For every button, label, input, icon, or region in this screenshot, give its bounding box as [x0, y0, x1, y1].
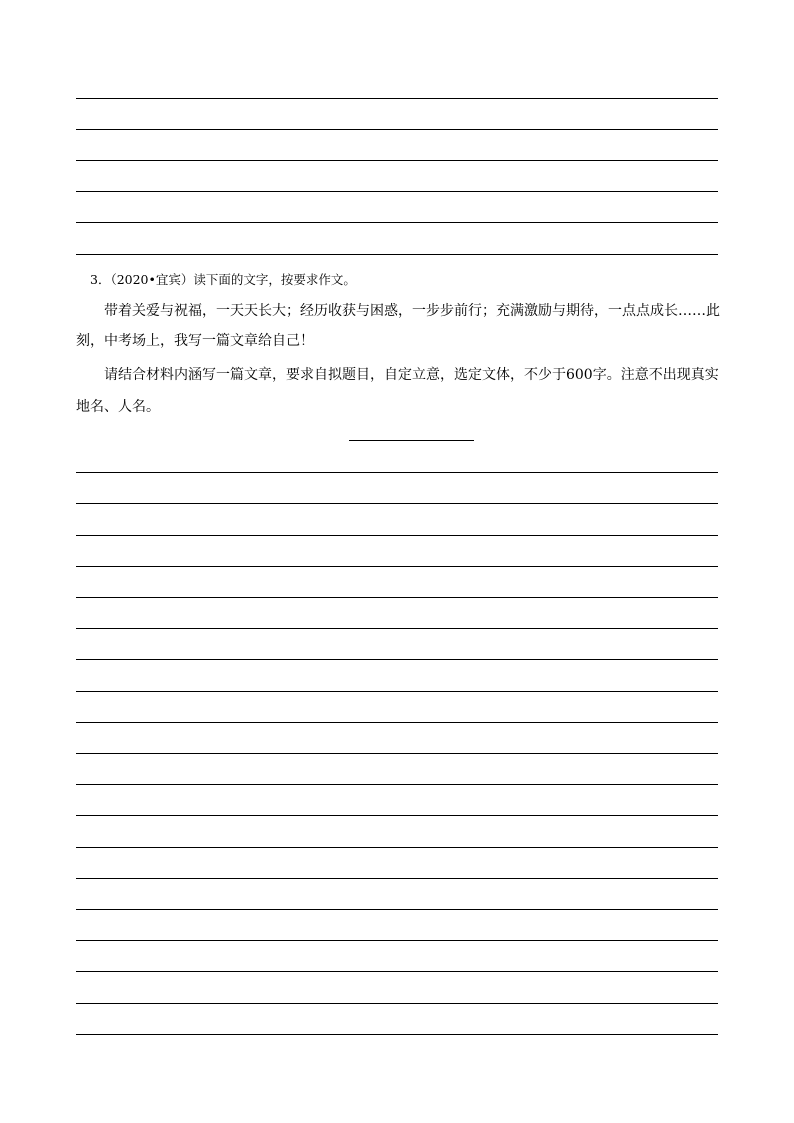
answer-line	[76, 98, 718, 99]
writing-line[interactable]	[76, 878, 718, 879]
writing-line[interactable]	[76, 847, 718, 848]
writing-line[interactable]	[76, 971, 718, 972]
writing-line[interactable]	[76, 940, 718, 941]
writing-line[interactable]	[76, 1003, 718, 1004]
requirement-line: 地名、人名。	[76, 399, 160, 415]
answer-line	[76, 222, 718, 223]
writing-line[interactable]	[76, 1034, 718, 1035]
writing-line[interactable]	[76, 597, 718, 598]
writing-line[interactable]	[76, 753, 718, 754]
writing-line[interactable]	[76, 815, 718, 816]
writing-line[interactable]	[76, 535, 718, 536]
writing-line[interactable]	[76, 691, 718, 692]
answer-line	[76, 191, 718, 192]
answer-line	[76, 254, 718, 255]
writing-line[interactable]	[76, 784, 718, 785]
requirement-line: 请结合材料内涵写一篇文章，要求自拟题目，自定立意，选定文体，不少于600字。注意不出现真实	[104, 367, 719, 383]
answer-line	[76, 160, 718, 161]
writing-line[interactable]	[76, 503, 718, 504]
writing-line[interactable]	[76, 566, 718, 567]
writing-line[interactable]	[76, 659, 718, 660]
writing-line[interactable]	[76, 722, 718, 723]
material-line: 刻，中考场上，我写一篇文章给自己！	[76, 333, 314, 349]
writing-line[interactable]	[76, 628, 718, 629]
writing-line[interactable]	[76, 909, 718, 910]
question-heading: 3．（2020•宜宾）读下面的文字，按要求作文。	[90, 272, 356, 287]
answer-line	[76, 129, 718, 130]
material-line: 带着关爱与祝福，一天天长大；经历收获与困惑，一步步前行；充满激励与期待，一点点成长……此	[104, 303, 720, 319]
essay-title-blank[interactable]	[349, 440, 474, 441]
writing-line[interactable]	[76, 472, 718, 473]
